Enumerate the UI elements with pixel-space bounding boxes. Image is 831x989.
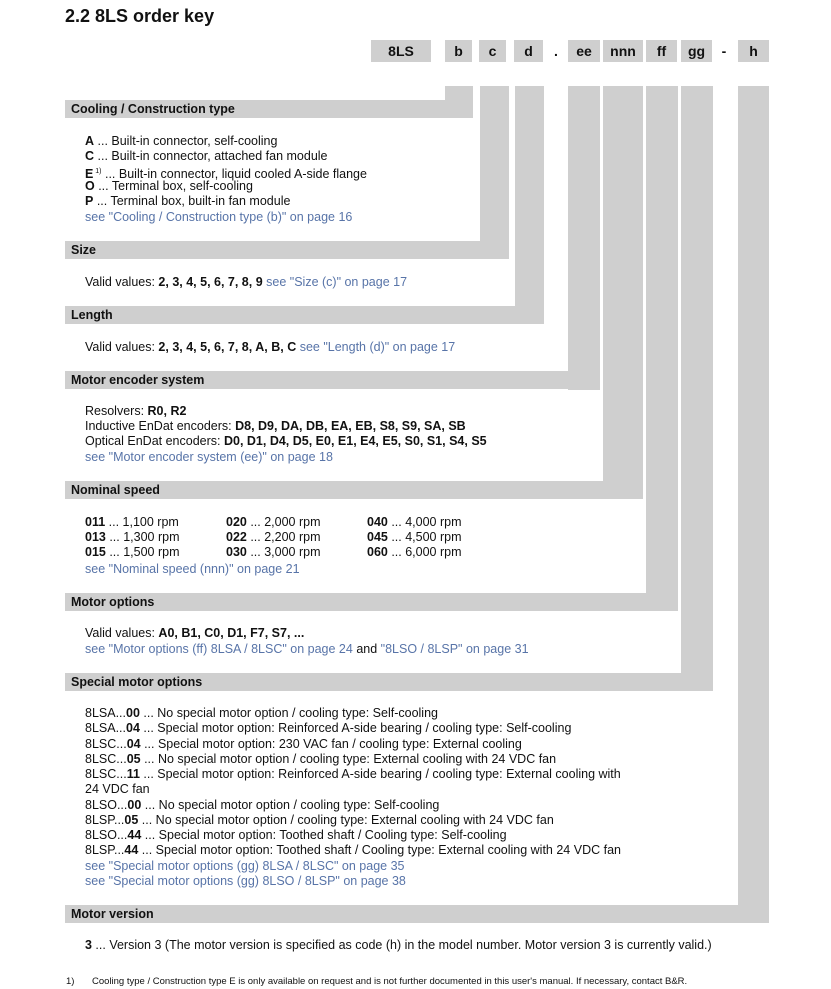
section-header-encoder: Motor encoder system [65, 371, 600, 389]
special-item: 24 VDC fan [85, 782, 150, 796]
special-item: 8LSA...00 ... No special motor option / cooling type: Self-cooling [85, 706, 438, 720]
encoder-inductive: Inductive EnDat encoders: D8, D9, DA, DB, EA, EB, S8, S9, SA, SB [85, 419, 466, 433]
section-header-version: Motor version [65, 905, 769, 923]
speed-item: 060 ... 6,000 rpm [367, 545, 462, 559]
special-item: 8LSO...44 ... Special motor option: Toothed shaft / Cooling type: Self-cooling [85, 828, 507, 842]
order-key-8ls: 8LS [371, 40, 431, 62]
speed-item: 022 ... 2,200 rpm [226, 530, 321, 544]
order-key-dash: - [721, 43, 727, 59]
length-link[interactable]: see "Length (d)" on page 17 [296, 340, 456, 354]
connector-gg-bar [681, 86, 713, 690]
size-link[interactable]: see "Size (c)" on page 17 [262, 275, 408, 289]
order-key-c: c [479, 40, 506, 62]
list-item: O ... Terminal box, self-cooling [85, 179, 253, 193]
order-key-b: b [445, 40, 472, 62]
speed-item: 040 ... 4,000 rpm [367, 515, 462, 529]
list-item: P ... Terminal box, built-in fan module [85, 194, 291, 208]
options-link-lso[interactable]: "8LSO / 8LSP" on page 31 [380, 642, 529, 656]
special-item: 8LSA...04 ... Special motor option: Reinforced A-side bearing / cooling type: Self-cooling [85, 721, 572, 735]
order-key-ff: ff [646, 40, 677, 62]
connector-ee-bar [568, 86, 600, 390]
special-item: 8LSP...05 ... No special motor option / cooling type: External cooling with 24 VDC fan [85, 813, 554, 827]
cooling-link[interactable]: see "Cooling / Construction type (b)" on page 16 [85, 210, 353, 224]
section-header-special: Special motor options [65, 673, 713, 691]
speed-link[interactable]: see "Nominal speed (nnn)" on page 21 [85, 562, 300, 576]
special-link-lsa[interactable]: see "Special motor options (gg) 8LSA / 8LSC" on page 35 [85, 859, 405, 873]
options-link-lsa[interactable]: see "Motor options (ff) 8LSA / 8LSC" on page 24 [85, 642, 353, 656]
special-item: 8LSO...00 ... No special motor option / cooling type: Self-cooling [85, 798, 440, 812]
order-key-ee: ee [568, 40, 600, 62]
encoder-optical: Optical EnDat encoders: D0, D1, D4, D5, E0, E1, E4, E5, S0, S1, S4, S5 [85, 434, 487, 448]
list-item: A ... Built-in connector, self-cooling [85, 134, 278, 148]
speed-item: 013 ... 1,300 rpm [85, 530, 180, 544]
order-key-dot: . [554, 43, 558, 59]
footnote: 1) Cooling type / Construction type E is only available on request and is not further documented in this user's manual. If necessary, contact B&R. [66, 976, 688, 987]
order-key-gg: gg [681, 40, 712, 62]
connector-d-bar [515, 86, 544, 324]
order-key-d: d [514, 40, 543, 62]
section-header-size: Size [65, 241, 509, 259]
section-header-speed: Nominal speed [65, 481, 643, 499]
size-values: Valid values: 2, 3, 4, 5, 6, 7, 8, 9 see "Size (c)" on page 17 [85, 275, 408, 289]
special-item: 8LSC...04 ... Special motor option: 230 VAC fan / cooling type: External cooling [85, 737, 522, 751]
version-item: 3 ... Version 3 (The motor version is specified as code (h) in the model number. Motor version 3 is currently valid.) [85, 938, 712, 952]
encoder-link[interactable]: see "Motor encoder system (ee)" on page 18 [85, 450, 333, 464]
options-links: see "Motor options (ff) 8LSA / 8LSC" on page 24 and "8LSO / 8LSP" on page 31 [85, 642, 529, 656]
speed-item: 045 ... 4,500 rpm [367, 530, 462, 544]
connector-ff-bar [646, 86, 678, 610]
connector-c-bar [480, 86, 509, 244]
connector-nnn-bar [603, 86, 643, 482]
section-header-options: Motor options [65, 593, 678, 611]
connector-h-bar [738, 86, 769, 922]
list-item: C ... Built-in connector, attached fan module [85, 149, 328, 163]
section-header-cooling: Cooling / Construction type [65, 100, 473, 118]
speed-item: 011 ... 1,100 rpm [85, 515, 179, 529]
page-title: 2.2 8LS order key [65, 6, 215, 26]
speed-item: 015 ... 1,500 rpm [85, 545, 180, 559]
list-item: E $^{1)}$ ... Built-in connector, liquid cooled A-side flange [85, 167, 367, 182]
special-item: 8LSC...05 ... No special motor option / cooling type: External cooling with 24 VDC fan [85, 752, 557, 766]
section-header-length: Length [65, 306, 544, 324]
special-link-lso[interactable]: see "Special motor options (gg) 8LSO / 8LSP" on page 38 [85, 874, 406, 888]
encoder-resolvers: Resolvers: R0, R2 [85, 404, 187, 418]
length-values: Valid values: 2, 3, 4, 5, 6, 7, 8, A, B, C see "Length (d)" on page 17 [85, 340, 456, 354]
options-values: Valid values: A0, B1, C0, D1, F7, S7, ... [85, 626, 305, 640]
special-item: 8LSC...11 ... Special motor option: Reinforced A-side bearing / cooling type: External cooling with [85, 767, 621, 781]
order-key-h: h [738, 40, 769, 62]
special-item: 8LSP...44 ... Special motor option: Toothed shaft / Cooling type: External cooling with 24 VDC fan [85, 843, 621, 857]
order-key-nnn: nnn [603, 40, 643, 62]
speed-item: 020 ... 2,000 rpm [226, 515, 321, 529]
speed-item: 030 ... 3,000 rpm [226, 545, 321, 559]
